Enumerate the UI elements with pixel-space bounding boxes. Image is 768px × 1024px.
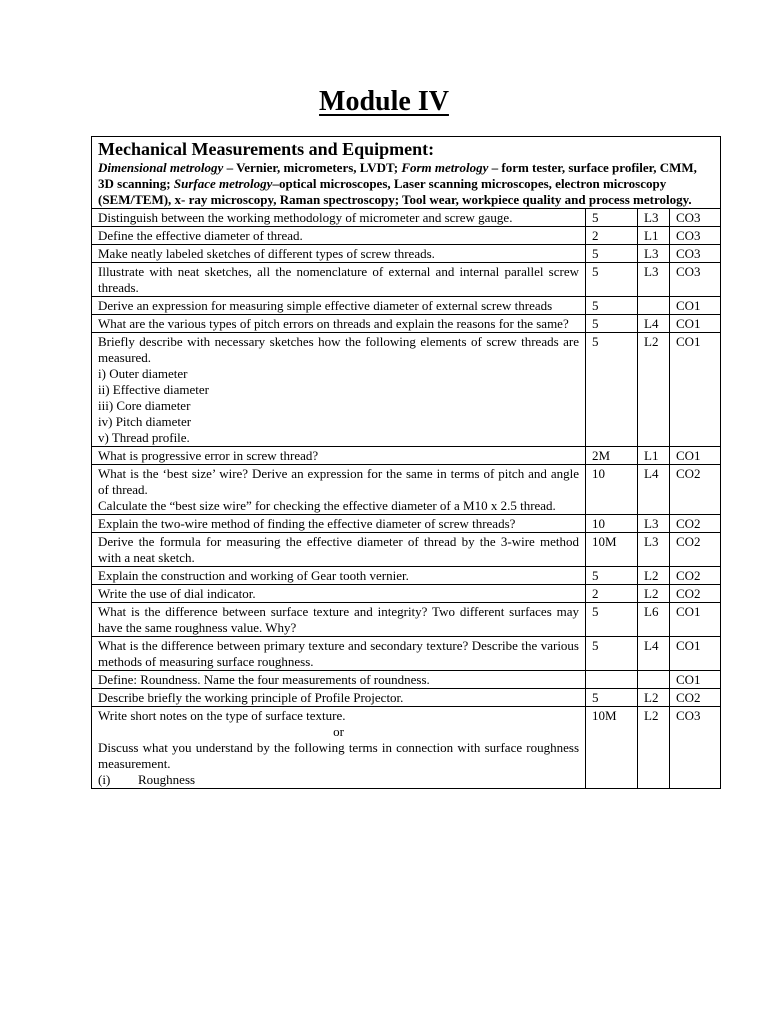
question-text (92, 297, 586, 315)
question-text (92, 209, 586, 227)
question-row (92, 209, 721, 227)
question-row (92, 637, 721, 671)
course-outcome-cell: CO1 (670, 671, 721, 689)
course-outcome-cell: CO2 (670, 567, 721, 585)
question-line: Briefly describe with necessary sketches how the following elements of screw threads are measured. (98, 334, 579, 365)
question-text (92, 333, 586, 447)
marks-cell: 5 (586, 689, 638, 707)
question-line: Define: Roundness. Name the four measurements of roundness. (98, 672, 430, 687)
module-header-cell (92, 137, 721, 209)
question-line: What is the difference between surface texture and integrity? Two different surfaces may have the same roughness value. Why? (98, 604, 579, 635)
surface-metrology-text: –optical microscopes, Laser scanning microscopes, electron microscopy (SEM/TEM), x- ray microscopy, Raman spectroscopy; Tool wear, workpiece quality and process metrology. (98, 176, 692, 207)
question-row (92, 603, 721, 637)
module-topics (98, 160, 714, 208)
level-cell: L1 (638, 227, 670, 245)
question-line: Distinguish between the working methodology of micrometer and screw gauge. (98, 210, 513, 225)
question-line: Explain the two-wire method of finding the effective diameter of screw threads? (98, 516, 516, 531)
question-text (92, 671, 586, 689)
question-text (92, 227, 586, 245)
marks-cell: 2 (586, 227, 638, 245)
question-line: Explain the construction and working of Gear tooth vernier. (98, 568, 409, 583)
question-text (92, 603, 586, 637)
course-outcome-cell: CO3 (670, 707, 721, 789)
or-separator: or (333, 724, 344, 739)
course-outcome-cell: CO2 (670, 515, 721, 533)
course-outcome-cell: CO1 (670, 315, 721, 333)
question-row (92, 227, 721, 245)
question-text (92, 637, 586, 671)
course-outcome-cell: CO3 (670, 227, 721, 245)
question-row (92, 707, 721, 789)
course-outcome-cell: CO1 (670, 603, 721, 637)
question-line: v) Thread profile. (98, 430, 190, 445)
course-outcome-cell: CO1 (670, 297, 721, 315)
marks-cell: 5 (586, 315, 638, 333)
question-text (92, 585, 586, 603)
level-cell: L2 (638, 689, 670, 707)
question-row (92, 245, 721, 263)
question-text (92, 707, 586, 789)
question-row (92, 263, 721, 297)
question-text (92, 447, 586, 465)
question-text (92, 567, 586, 585)
course-outcome-cell: CO3 (670, 263, 721, 297)
question-text (92, 263, 586, 297)
marks-cell: 2M (586, 447, 638, 465)
module-header-row (92, 137, 721, 209)
marks-cell: 5 (586, 637, 638, 671)
module-heading: Mechanical Measurements and Equipment: (98, 139, 435, 159)
question-line: Derive an expression for measuring simple effective diameter of external screw threads (98, 298, 553, 313)
question-line: Illustrate with neat sketches, all the nomenclature of external and internal parallel screw threads. (98, 264, 579, 295)
question-text (92, 515, 586, 533)
question-line: iv) Pitch diameter (98, 414, 192, 429)
question-line: What is the ‘best size’ wire? Derive an expression for the same in terms of pitch and angle of thread. (98, 466, 579, 497)
level-cell: L3 (638, 245, 670, 263)
level-cell: L2 (638, 333, 670, 447)
form-metrology-label: Form metrology (401, 160, 489, 175)
question-line: Write the use of dial indicator. (98, 586, 256, 601)
question-text (92, 315, 586, 333)
subitem-text: Roughness (138, 772, 196, 787)
question-line: i) Outer diameter (98, 366, 188, 381)
marks-cell: 10 (586, 515, 638, 533)
course-outcome-cell: CO3 (670, 245, 721, 263)
level-cell: L4 (638, 637, 670, 671)
question-line: Describe briefly the working principle of Profile Projector. (98, 690, 404, 705)
course-outcome-cell: CO3 (670, 209, 721, 227)
dimensional-metrology-label: Dimensional metrology (98, 160, 224, 175)
marks-cell: 5 (586, 603, 638, 637)
level-cell: L3 (638, 263, 670, 297)
level-cell: L2 (638, 567, 670, 585)
form-metrology-text: – form tester, surface profiler, CMM, 3D scanning; (98, 160, 697, 191)
question-line: What are the various types of pitch errors on threads and explain the reasons for the same? (98, 316, 569, 331)
level-cell: L3 (638, 533, 670, 567)
course-outcome-cell: CO2 (670, 689, 721, 707)
question-text (92, 689, 586, 707)
question-line: What is the difference between primary texture and secondary texture? Describe the various methods of measuring surface roughness. (98, 638, 579, 669)
marks-cell (586, 671, 638, 689)
level-cell: L6 (638, 603, 670, 637)
question-row (92, 447, 721, 465)
marks-cell: 10 (586, 465, 638, 515)
marks-cell: 2 (586, 585, 638, 603)
question-row (92, 297, 721, 315)
marks-cell: 5 (586, 297, 638, 315)
surface-metrology-label: Surface metrology (173, 176, 273, 191)
page-title: Module IV (319, 86, 449, 117)
question-row (92, 315, 721, 333)
course-outcome-cell: CO2 (670, 533, 721, 567)
question-text (92, 465, 586, 515)
question-line: ii) Effective diameter (98, 382, 209, 397)
marks-cell: 10M (586, 533, 638, 567)
level-cell: L4 (638, 465, 670, 515)
question-line: iii) Core diameter (98, 398, 191, 413)
question-subitem (98, 772, 579, 788)
course-outcome-cell: CO1 (670, 637, 721, 671)
level-cell: L3 (638, 209, 670, 227)
question-line: Define the effective diameter of thread. (98, 228, 303, 243)
marks-cell: 5 (586, 209, 638, 227)
course-outcome-cell: CO2 (670, 465, 721, 515)
question-row (92, 533, 721, 567)
question-row (92, 689, 721, 707)
question-row (92, 515, 721, 533)
marks-cell: 5 (586, 333, 638, 447)
question-line: Make neatly labeled sketches of different types of screw threads. (98, 246, 435, 261)
question-row (92, 333, 721, 447)
marks-cell: 10M (586, 707, 638, 789)
level-cell: L2 (638, 707, 670, 789)
course-outcome-cell: CO2 (670, 585, 721, 603)
level-cell (638, 297, 670, 315)
level-cell: L3 (638, 515, 670, 533)
level-cell: L2 (638, 585, 670, 603)
course-outcome-cell: CO1 (670, 447, 721, 465)
level-cell (638, 671, 670, 689)
marks-cell: 5 (586, 263, 638, 297)
question-text (92, 533, 586, 567)
question-table (91, 136, 721, 789)
question-text (92, 245, 586, 263)
level-cell: L4 (638, 315, 670, 333)
course-outcome-cell: CO1 (670, 333, 721, 447)
question-row (92, 585, 721, 603)
marks-cell: 5 (586, 567, 638, 585)
subitem-label: (i) (98, 772, 111, 787)
question-row (92, 465, 721, 515)
marks-cell: 5 (586, 245, 638, 263)
question-row (92, 567, 721, 585)
question-line: Discuss what you understand by the following terms in connection with surface roughness measurement. (98, 740, 579, 771)
question-line: Calculate the “best size wire” for checking the effective diameter of a M10 x 2.5 thread. (98, 498, 556, 513)
question-row (92, 671, 721, 689)
level-cell: L1 (638, 447, 670, 465)
question-line: Derive the formula for measuring the effective diameter of thread by the 3-wire method with a neat sketch. (98, 534, 579, 565)
dimensional-metrology-text: – Vernier, micrometers, LVDT; (223, 160, 402, 175)
question-line: Write short notes on the type of surface texture. (98, 708, 346, 723)
question-line: What is progressive error in screw thread? (98, 448, 319, 463)
